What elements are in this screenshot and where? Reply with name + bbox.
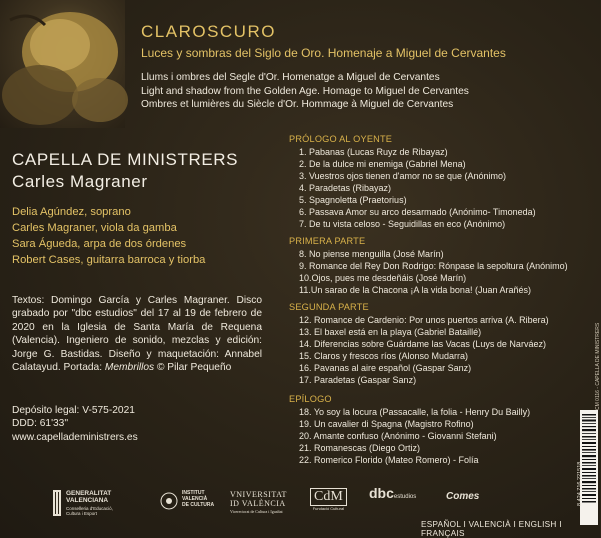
institut-line: VALENCIÀ (182, 496, 208, 502)
track-item: 7. De tu vista celoso - Seguidillas en eco (Anónimo) (299, 219, 506, 229)
album-title: CLAROSCURO (141, 22, 276, 41)
track-item: 22. Romerico Florido (Mateo Romero) - Folía (299, 455, 479, 465)
section-title: SEGUNDA PARTE (289, 302, 369, 312)
track-item: 8. No piense menguilla (José Marín) (299, 249, 444, 259)
ensemble-name: CAPELLA DE MINISTRERS (12, 150, 239, 169)
cover-title: Membrillos (104, 362, 155, 374)
credits-body: Textos: Domingo García y Carles Magraner. Disco grabado por "dbc estudios" del 17 al 19 de febrero de 2020 en la Iglesia de Santa María de Requena (Valencia). Ingeniero de sonido, mezclas y edición: Jorge G. Bastidas. Diseño y maquetación: Annabel Calatayud. Portada: (12, 295, 262, 374)
track-item: 20. Amante confuso (Anónimo - Giovanni Stefani) (299, 431, 497, 441)
performer: Delia Agúndez, soprano (12, 206, 131, 218)
credits-text (12, 294, 262, 374)
dbc-mark: dbc (369, 485, 394, 501)
track-item: 11.Un sarao de la Chacona ¡A la vida bona! (Juan Arañés) (299, 285, 531, 295)
track-item: 3. Vuestros ojos tienen d'amor no se que (Anónimo) (299, 171, 506, 181)
track-item: 1. Pabanas (Lucas Ruyz de Ribayaz) (299, 147, 448, 157)
universitat-line: VNIVERSITAT (230, 490, 287, 499)
dbc-logo (369, 485, 417, 501)
track-item: 9. Romance del Rey Don Rodrigo: Rónpase la sepoltura (Anónimo) (299, 261, 568, 271)
institut-line: INSTITUT (182, 490, 205, 496)
institut-emblem-icon (160, 492, 178, 510)
cover-copyright: © Pilar Pequeño (154, 362, 232, 374)
universitat-dept: Vicerectorat de Cultura i Igualtat (230, 509, 283, 514)
track-item: 13. El baxel está en la playa (Gabriel Bataillé) (299, 327, 482, 337)
generalitat-name (66, 490, 111, 504)
cdm-caption: Fundació Cultural (312, 506, 345, 511)
subtitle-english: Light and shadow from the Golden Age. Homage to Miguel de Cervantes (141, 86, 469, 97)
languages-list: ESPAÑOL I VALENCIÀ I ENGLISH I FRANÇAIS (421, 520, 562, 538)
dbc-suffix: estudios (393, 494, 417, 500)
section-title: PRÓLOGO AL OYENTE (289, 134, 393, 144)
section-title: PRIMERA PARTE (289, 236, 366, 246)
track-item: 6. Passava Amor su arco desarmado (Anónimo- Timoneda) (299, 207, 536, 217)
album-subtitle: Luces y sombras del Siglo de Oro. Homenaje a Miguel de Cervantes (141, 46, 506, 60)
barcode-digits: 8 424 716 221518 (577, 461, 583, 506)
cover-image-quince (0, 0, 125, 128)
track-item: 17. Paradetas (Gaspar Sanz) (299, 375, 417, 385)
track-item: 4. Paradetas (Ribayaz) (299, 183, 392, 193)
cdm-mark: CdM (310, 488, 347, 506)
universitat-logo (230, 490, 287, 514)
legal-info (12, 404, 138, 444)
legal-deposit: Depósito legal: V-575-2021 (12, 405, 135, 416)
track-item: 19. Un cavalier di Spagna (Magistro Rofino) (299, 419, 474, 429)
track-item: 21. Romanescas (Diego Ortiz) (299, 443, 421, 453)
generalitat-line: GENERALITAT (66, 490, 112, 497)
generalitat-dept-line: Conselleria d'Educació, (66, 506, 113, 511)
catalog-side-text: CM 0116 - CAPELLA DE MINISTRERS (595, 322, 601, 410)
website-link[interactable]: www.capelladeministrers.es (12, 431, 138, 443)
generalitat-dept-line: Cultura i Esport (66, 511, 98, 516)
performer: Sara Águeda, arpa de dos órdenes (12, 238, 187, 250)
institut-line: DE CULTURA (182, 502, 215, 508)
track-item: 16. Pavanas al aire español (Gaspar Sanz) (299, 363, 472, 373)
total-duration: DDD: 61'33'' (12, 418, 69, 430)
track-item: 10.Ojos, pues me desdeñáis (José Marín) (299, 273, 467, 283)
track-item: 5. Spagnoletta (Praetorius) (299, 195, 407, 205)
track-item: 15. Claros y frescos ríos (Alonso Mudarra) (299, 351, 469, 361)
universitat-line: ID VALÈNCIA (230, 499, 286, 508)
comes-logo: Comes (446, 491, 480, 502)
track-item: 2. De la dulce mi enemiga (Gabriel Mena) (299, 159, 466, 169)
generalitat-line: VALENCIANA (66, 497, 109, 504)
generalitat-emblem-icon (52, 490, 62, 516)
subtitle-valencian: Llums i ombres del Segle d'Or. Homenatge a Miguel de Cervantes (141, 72, 440, 83)
track-item: 14. Diferencias sobre Guárdame las Vacas (Luys de Narváez) (299, 339, 546, 349)
performer: Robert Cases, guitarra barroca y tiorba (12, 254, 206, 266)
section-title: EPÍLOGO (289, 394, 332, 404)
generalitat-dept (66, 506, 113, 516)
performer: Carles Magraner, viola da gamba (12, 222, 177, 234)
subtitle-french: Ombres et lumières du Siècle d'Or. Hommage à Miguel de Cervantes (141, 99, 454, 110)
institut-name (182, 490, 214, 508)
cdm-logo (310, 488, 347, 512)
performer-list (12, 206, 205, 270)
track-item: 18. Yo soy la locura (Passacalle, la folia - Henry Du Bailly) (299, 407, 531, 417)
director-name: Carles Magraner (12, 172, 148, 191)
track-item: 12. Romance de Cardenio: Por unos puertos arriva (A. Ribera) (299, 315, 549, 325)
